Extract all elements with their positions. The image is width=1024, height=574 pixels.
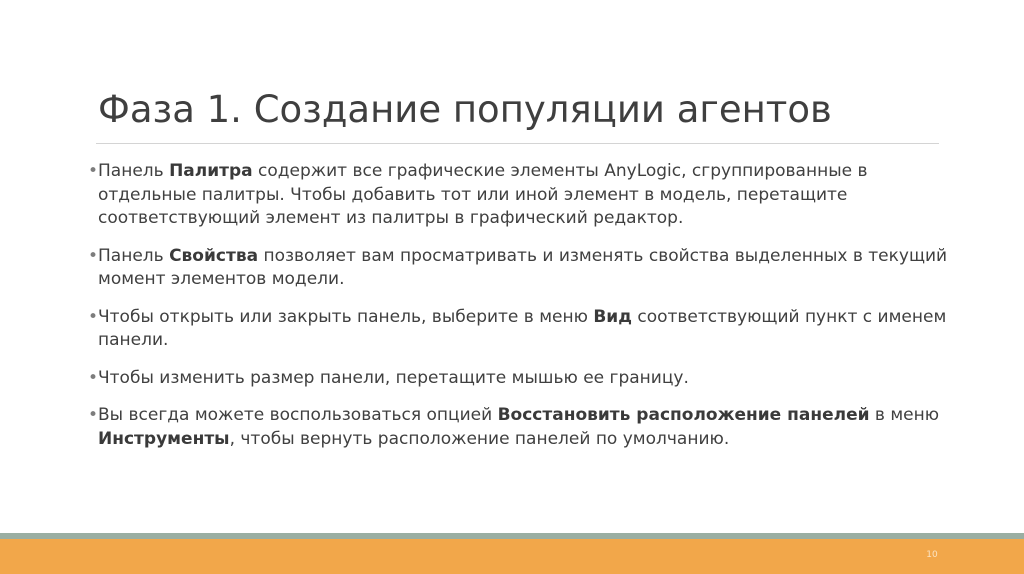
bullet-text: Чтобы изменить размер панели, перетащите мышью ее границу. xyxy=(98,367,689,388)
bullet-text: Панель xyxy=(98,161,170,181)
bullet-text: Панель xyxy=(98,245,170,266)
bullet-text: позволяет вам просматривать и изменять свойства выделенных в текущий момент элементов модели. xyxy=(98,245,948,289)
bullet-bold-term: Палитра xyxy=(169,161,253,181)
bullet-text: соответствующий пункт с именем панели. xyxy=(98,306,947,350)
bullet-bold-term: Вид xyxy=(593,306,632,327)
bullet-marker: • xyxy=(88,367,99,388)
bullet-list xyxy=(88,160,948,465)
bullet-item-palette xyxy=(88,160,948,231)
bullet-bold-term: Инструменты xyxy=(98,428,230,449)
page-number: 10 xyxy=(926,550,938,560)
slide-title: Фаза 1. Создание популяции агентов xyxy=(98,88,832,131)
bullet-item-view-menu xyxy=(88,306,948,353)
bullet-text: содержит все графические элементы AnyLogic, сгруппированные в отдельные палитры. Чтобы добавить тот или иной элемент в модель, перетащите соответствующий элемент из палитры в графический редактор. xyxy=(98,161,868,228)
bullet-item-resize xyxy=(88,367,948,391)
bullet-item-restore-layout xyxy=(88,404,948,451)
bullet-marker: • xyxy=(88,405,99,425)
title-divider xyxy=(96,143,939,144)
bullet-text: Чтобы открыть или закрыть панель, выберите в меню xyxy=(98,306,594,327)
bullet-bold-term: Восстановить расположение панелей xyxy=(497,405,870,425)
bullet-marker: • xyxy=(88,245,99,266)
bullet-text: в меню xyxy=(869,405,940,425)
bullet-bold-term: Свойства xyxy=(169,245,259,266)
footer-band xyxy=(0,539,1024,574)
bullet-text: , чтобы вернуть расположение панелей по умолчанию. xyxy=(229,428,730,449)
bullet-marker: • xyxy=(88,306,99,327)
bullet-item-properties xyxy=(88,245,948,292)
bullet-marker: • xyxy=(88,161,99,181)
bullet-text: Вы всегда можете воспользоваться опцией xyxy=(98,405,498,425)
